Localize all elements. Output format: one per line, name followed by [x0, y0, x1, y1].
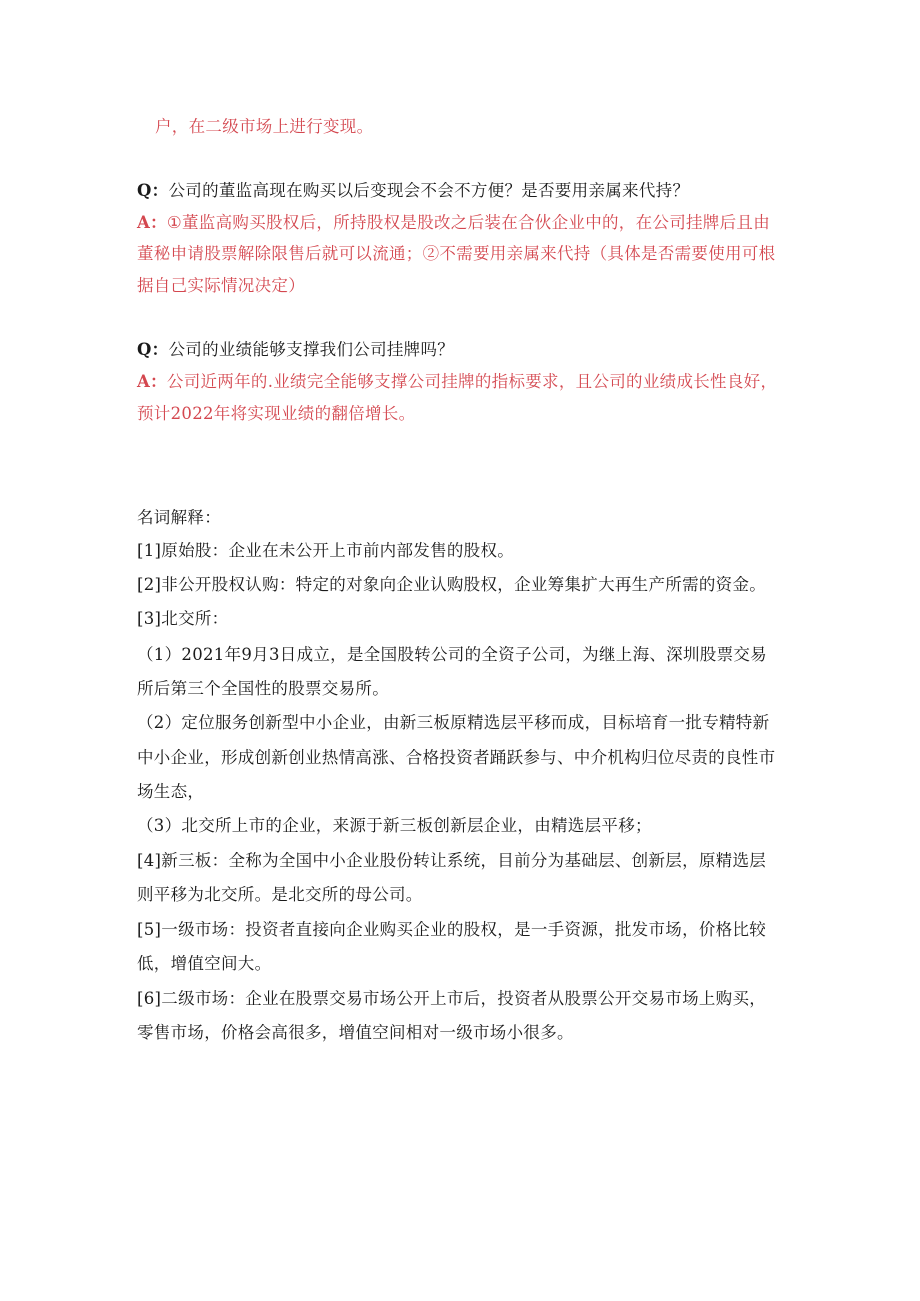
- answer-label: A：: [137, 372, 167, 391]
- question-label: Q：: [137, 181, 169, 200]
- glossary-line: 则平移为北交所。是北交所的母公司。: [137, 885, 423, 904]
- glossary-line: （3）北交所上市的企业，来源于新三板创新层企业，由精选层平移；: [137, 816, 652, 835]
- question-2: [137, 339, 454, 361]
- glossary-line: [1]原始股：企业在未公开上市前内部发售的股权。: [137, 541, 515, 560]
- answer-2-line-2: 预计2022年将实现业绩的翻倍增长。: [137, 404, 416, 423]
- glossary-title: 名词解释：: [137, 508, 221, 527]
- glossary-line: 所后第三个全国性的股票交易所。: [137, 679, 389, 698]
- continuation-text: 户，在二级市场上进行变现。: [155, 117, 374, 136]
- question-text: 公司的董监高现在购买以后变现会不会不方便？是否要用亲属来代持？: [168, 181, 690, 200]
- answer-text: ①董监高购买股权后，所持股权是股改之后装在合伙企业中的，在公司挂牌后且由: [166, 213, 770, 232]
- glossary-line: 低，增值空间大。: [137, 954, 272, 973]
- glossary-line: （1）2021年9月3日成立，是全国股转公司的全资子公司，为继上海、深圳股票交易: [137, 645, 767, 664]
- answer-1-line-1: [137, 212, 770, 234]
- glossary-line: [3]北交所：: [137, 609, 229, 628]
- glossary-line: [6]二级市场：企业在股票交易市场公开上市后，投资者从股票公开交易市场上购买，: [137, 989, 767, 1008]
- question-1: [137, 180, 689, 202]
- glossary-line: 零售市场，价格会高很多，增值空间相对一级市场小很多。: [137, 1023, 574, 1042]
- question-label: Q：: [137, 340, 169, 359]
- glossary-line: [2]非公开股权认购：特定的对象向企业认购股权，企业筹集扩大再生产所需的资金。: [137, 575, 767, 594]
- glossary-line: 场生态，: [137, 782, 205, 801]
- answer-text: 公司近两年的.业绩完全能够支撑公司挂牌的指标要求，且公司的业绩成长性良好，: [166, 372, 778, 391]
- question-text: 公司的业绩能够支撑我们公司挂牌吗？: [168, 340, 455, 359]
- glossary-line: [5]一级市场：投资者直接向企业购买企业的股权，是一手资源，批发市场，价格比较: [137, 920, 767, 939]
- glossary-line: [4]新三板：全称为全国中小企业股份转让系统，目前分为基础层、创新层，原精选层: [137, 851, 767, 870]
- answer-1-line-3: 据自己实际情况决定）: [137, 276, 305, 295]
- answer-label: A：: [137, 213, 167, 232]
- answer-2-line-1: [137, 371, 777, 393]
- answer-1-line-2: 董秘申请股票解除限售后就可以流通；②不需要用亲属来代持（具体是否需要使用可根: [137, 244, 776, 263]
- glossary-line: 中小企业，形成创新创业热情高涨、合格投资者踊跃参与、中介机构归位尽责的良性市: [137, 748, 776, 767]
- glossary-line: （2）定位服务创新型中小企业，由新三板原精选层平移而成，目标培育一批专精特新: [137, 713, 770, 732]
